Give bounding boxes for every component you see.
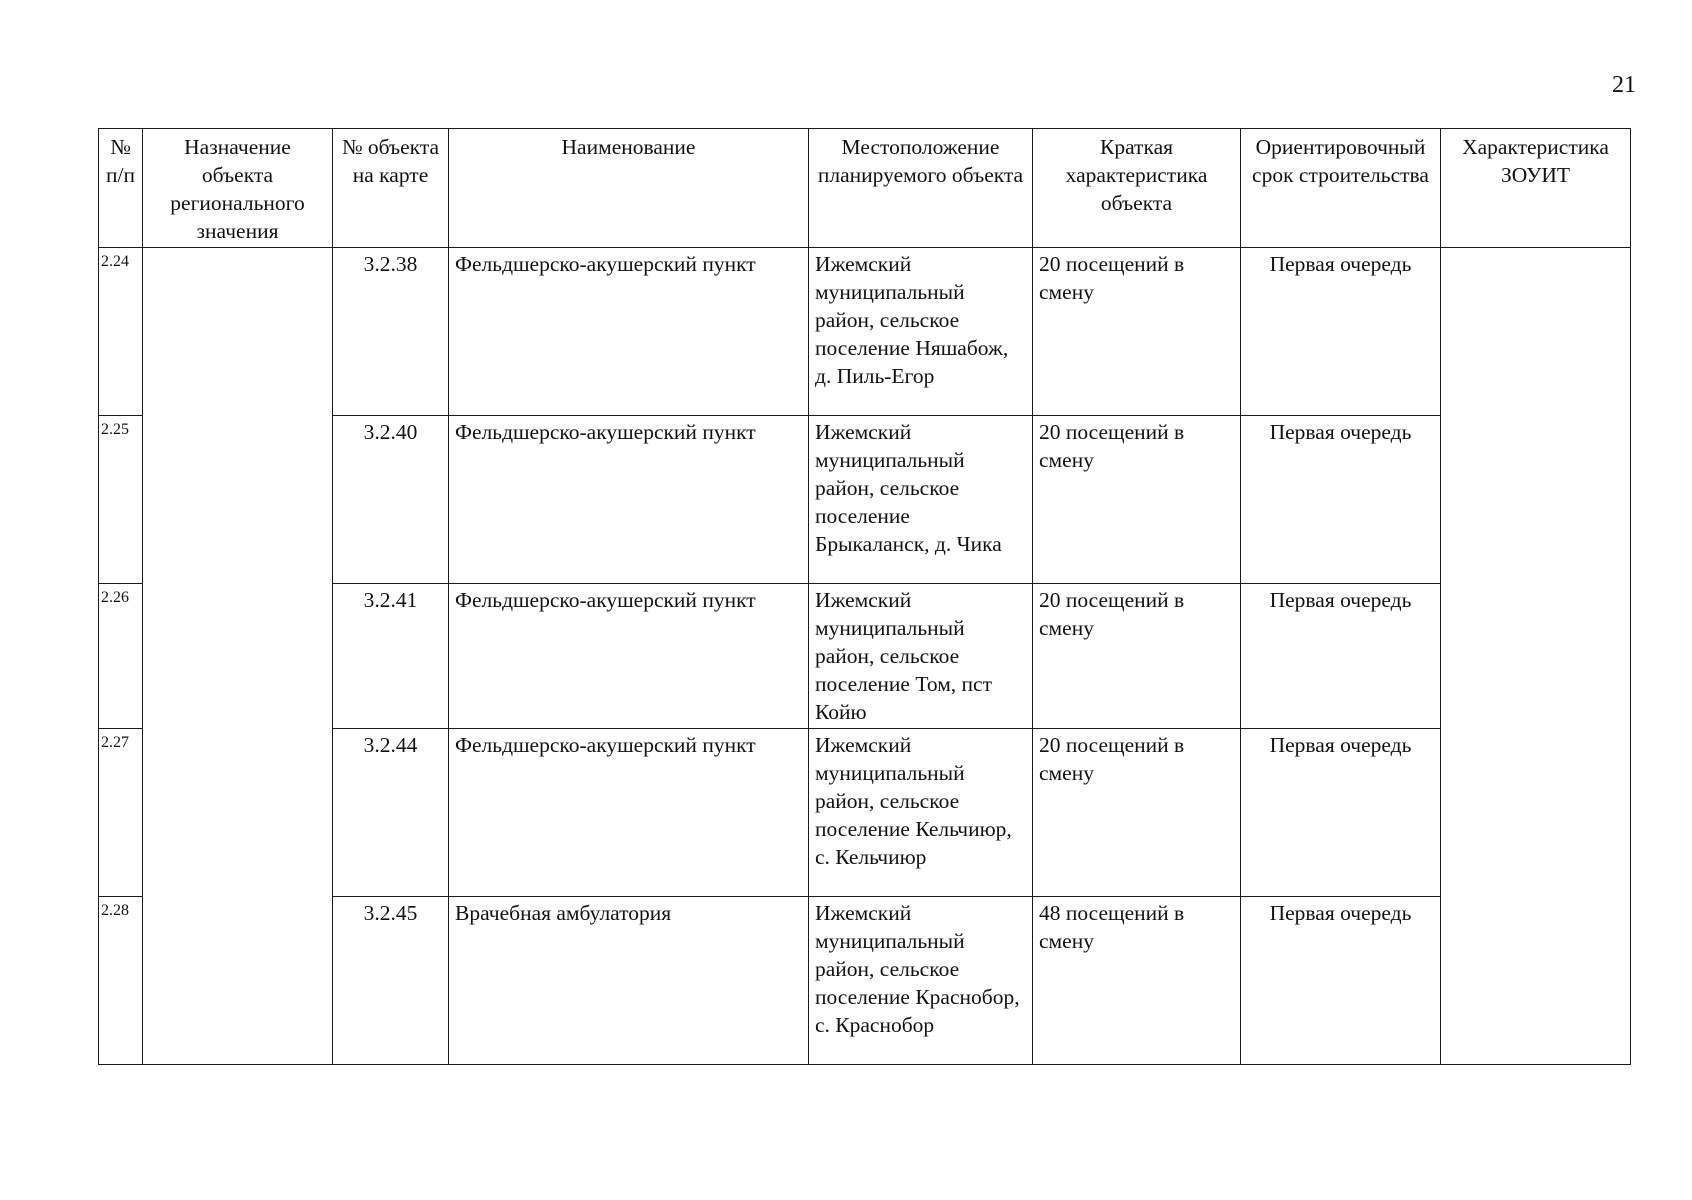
row-num: 2.24 [99,248,143,416]
row-name: Врачебная амбулатория [449,897,809,1065]
table-row [99,248,1631,416]
table-row [99,729,1631,897]
table-row [99,897,1631,1065]
header-map-num: № объекта на карте [333,129,449,248]
header-zouit: Характеристика ЗОУИТ [1441,129,1631,248]
row-location: Ижемский муниципальный район, сельское поселение Кельчиюр, с. Кельчиюр [809,729,1033,897]
row-zouit [1441,897,1631,1065]
row-location: Ижемский муниципальный район, сельское поселение Няшабож, д. Пиль-Егор [809,248,1033,416]
row-purpose [143,897,333,1065]
table-row [99,584,1631,729]
row-map-num: 3.2.44 [333,729,449,897]
row-zouit [1441,729,1631,897]
row-num: 2.26 [99,584,143,729]
row-term: Первая очередь [1241,729,1441,897]
row-map-num: 3.2.41 [333,584,449,729]
table-header-row [99,129,1631,248]
row-term: Первая очередь [1241,897,1441,1065]
header-term: Ориентировочный срок строительства [1241,129,1441,248]
table-row [99,416,1631,584]
header-num: № п/п [99,129,143,248]
row-purpose [143,248,333,416]
row-map-num: 3.2.40 [333,416,449,584]
row-characteristic: 48 посещений в смену [1033,897,1241,1065]
header-name: Наименование [449,129,809,248]
row-purpose [143,584,333,729]
row-location: Ижемский муниципальный район, сельское поселение Брыкаланск, д. Чика [809,416,1033,584]
row-term: Первая очередь [1241,584,1441,729]
row-characteristic: 20 посещений в смену [1033,729,1241,897]
row-term: Первая очередь [1241,248,1441,416]
row-zouit [1441,584,1631,729]
row-num: 2.25 [99,416,143,584]
header-purpose: Назначение объекта регионального значения [143,129,333,248]
row-zouit [1441,416,1631,584]
page-number: 21 [1612,72,1636,98]
row-num: 2.28 [99,897,143,1065]
row-num: 2.27 [99,729,143,897]
row-zouit [1441,248,1631,416]
row-location: Ижемский муниципальный район, сельское поселение Краснобор, с. Краснобор [809,897,1033,1065]
row-term: Первая очередь [1241,416,1441,584]
row-name: Фельдшерско-акушерский пункт [449,584,809,729]
row-map-num: 3.2.38 [333,248,449,416]
row-characteristic: 20 посещений в смену [1033,248,1241,416]
row-name: Фельдшерско-акушерский пункт [449,729,809,897]
row-characteristic: 20 посещений в смену [1033,416,1241,584]
header-location: Местоположение планируемого объекта [809,129,1033,248]
row-map-num: 3.2.45 [333,897,449,1065]
row-name: Фельдшерско-акушерский пункт [449,248,809,416]
objects-table [98,128,1631,1065]
row-purpose [143,729,333,897]
header-characteristic: Краткая характеристика объекта [1033,129,1241,248]
row-characteristic: 20 посещений в смену [1033,584,1241,729]
row-name: Фельдшерско-акушерский пункт [449,416,809,584]
row-purpose [143,416,333,584]
row-location: Ижемский муниципальный район, сельское поселение Том, пст Койю [809,584,1033,729]
